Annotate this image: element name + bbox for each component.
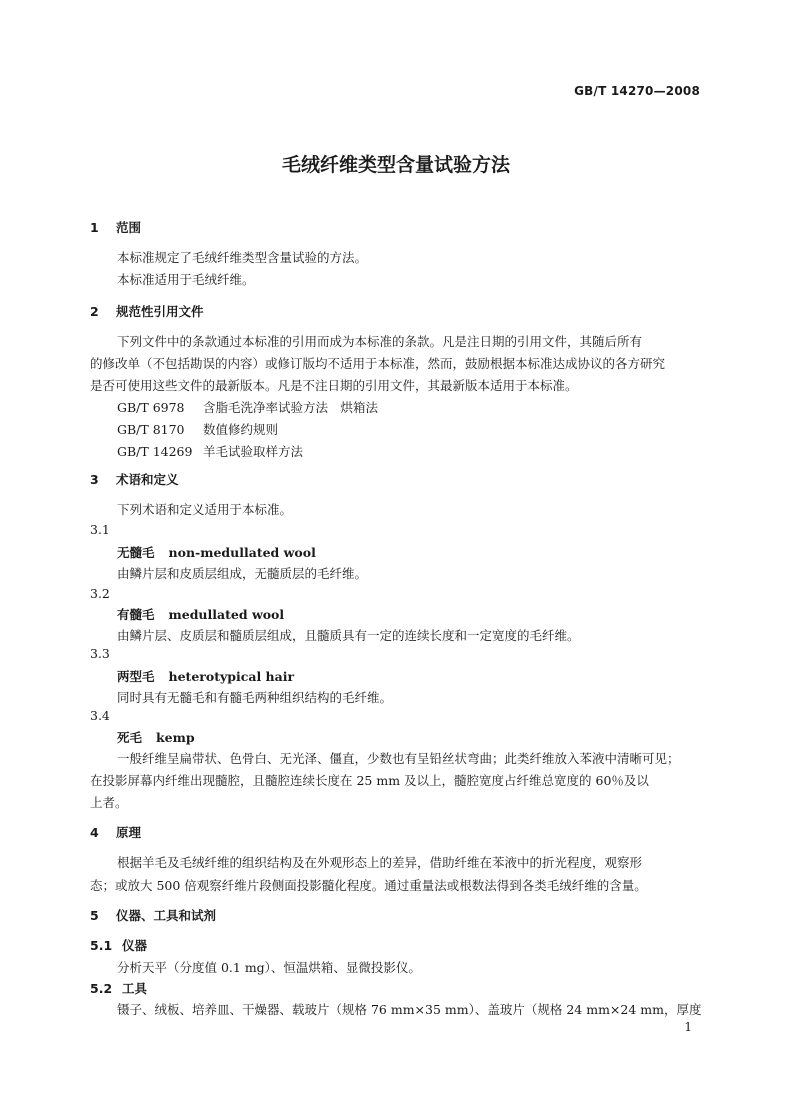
- term-definition: 由鳞片层、皮质层和髓质层组成，且髓质具有一定的连续长度和一定宽度的毛纤维。: [117, 628, 580, 643]
- term-heading: [117, 728, 195, 746]
- reference-code: GB/T 8170: [117, 422, 185, 437]
- section-heading-principle: [90, 823, 141, 841]
- reference-item: [117, 442, 303, 460]
- section-title: 术语和定义: [116, 472, 179, 487]
- section-number: 3: [90, 472, 99, 487]
- term-definition: 同时具有无髓毛和有髓毛两种组织结构的毛纤维。: [117, 690, 393, 705]
- section-heading-apparatus: [90, 906, 216, 924]
- reference-name: 含脂毛洗净率试验方法 烘箱法: [203, 400, 379, 415]
- subsection-title: 仪器: [122, 938, 148, 953]
- paragraph-line: 分析天平（分度值 0.1 mg）、恒温烘箱、显微投影仪。: [117, 960, 421, 975]
- section-number: 5: [90, 908, 99, 923]
- paragraph-line: 的修改单（不包括勘误的内容）或修订版均不适用于本标准，然而，鼓励根据本标准达成协议的各方研究: [90, 356, 666, 371]
- paragraph-line: 下列术语和定义适用于本标准。: [117, 502, 293, 517]
- term-definition: 由鳞片层和皮质层组成，无髓质层的毛纤维。: [117, 566, 368, 581]
- reference-item: [117, 398, 378, 416]
- page-number: 1: [684, 1020, 692, 1034]
- section-heading-terms: [90, 470, 179, 488]
- section-title: 仪器、工具和试剂: [116, 908, 217, 923]
- paragraph-line: 根据羊毛及毛绒纤维的组织结构及在外观形态上的差异，借助纤维在苯液中的折光程度，观察形: [117, 855, 643, 870]
- reference-item: [117, 420, 278, 438]
- term-cn: 死毛: [117, 730, 143, 745]
- reference-name: 羊毛试验取样方法: [203, 444, 304, 459]
- standard-code: GB/T 14270—2008: [574, 84, 700, 98]
- section-number: 4: [90, 825, 99, 840]
- section-title: 规范性引用文件: [116, 304, 204, 319]
- section-heading-normative-references: [90, 302, 204, 320]
- term-en: non-medullated wool: [168, 545, 316, 560]
- section-title: 范围: [116, 220, 142, 235]
- term-number: 3.1: [90, 522, 110, 537]
- reference-code: GB/T 6978: [117, 400, 185, 415]
- term-heading: [117, 667, 294, 685]
- term-number: 3.4: [90, 708, 110, 723]
- term-heading: [117, 605, 284, 623]
- subsection-title: 工具: [122, 981, 148, 996]
- term-definition: 上者。: [90, 795, 128, 810]
- term-definition: 一般纤维呈扁带状、色骨白、无光泽、僵直，少数也有呈铅丝状弯曲；此类纤维放入苯液中清晰可见；: [117, 751, 680, 766]
- paragraph-line: 本标准规定了毛绒纤维类型含量试验的方法。: [117, 250, 368, 265]
- paragraph-line: 态；或放大 500 倍观察纤维片段侧面投影髓化程度。通过重量法或根数法得到各类毛绒纤维的含量。: [90, 878, 647, 893]
- subsection-heading-instruments: [90, 936, 147, 954]
- section-number: 2: [90, 304, 99, 319]
- term-en: kemp: [156, 730, 195, 745]
- paragraph-line: 本标准适用于毛绒纤维。: [117, 272, 255, 287]
- term-cn: 两型毛: [117, 669, 155, 684]
- subsection-heading-tools: [90, 979, 147, 997]
- subsection-number: 5.1: [90, 938, 113, 953]
- term-cn: 无髓毛: [117, 545, 155, 560]
- term-en: medullated wool: [168, 607, 285, 622]
- paragraph-line: 镊子、绒板、培养皿、干燥器、载玻片（规格 76 mm×35 mm）、盖玻片（规格 24 mm×24 mm，厚度: [117, 1002, 702, 1017]
- term-heading: [117, 543, 316, 561]
- reference-code: GB/T 14269: [117, 444, 193, 459]
- term-number: 3.2: [90, 586, 110, 601]
- section-number: 1: [90, 220, 99, 235]
- term-en: heterotypical hair: [168, 669, 295, 684]
- section-heading-scope: [90, 218, 141, 236]
- section-title: 原理: [116, 825, 142, 840]
- term-definition: 在投影屏幕内纤维出现髓腔，且髓腔连续长度在 25 mm 及以上，髓腔宽度占纤维总宽度的 60％及以: [90, 773, 649, 788]
- document-title: 毛绒纤维类型含量试验方法: [281, 154, 510, 176]
- term-number: 3.3: [90, 646, 110, 661]
- paragraph-line: 下列文件中的条款通过本标准的引用而成为本标准的条款。凡是注日期的引用文件，其随后所有: [117, 334, 643, 349]
- term-cn: 有髓毛: [117, 607, 155, 622]
- reference-name: 数值修约规则: [203, 422, 279, 437]
- subsection-number: 5.2: [90, 981, 113, 996]
- paragraph-line: 是否可使用这些文件的最新版本。凡是不注日期的引用文件，其最新版本适用于本标准。: [90, 378, 578, 393]
